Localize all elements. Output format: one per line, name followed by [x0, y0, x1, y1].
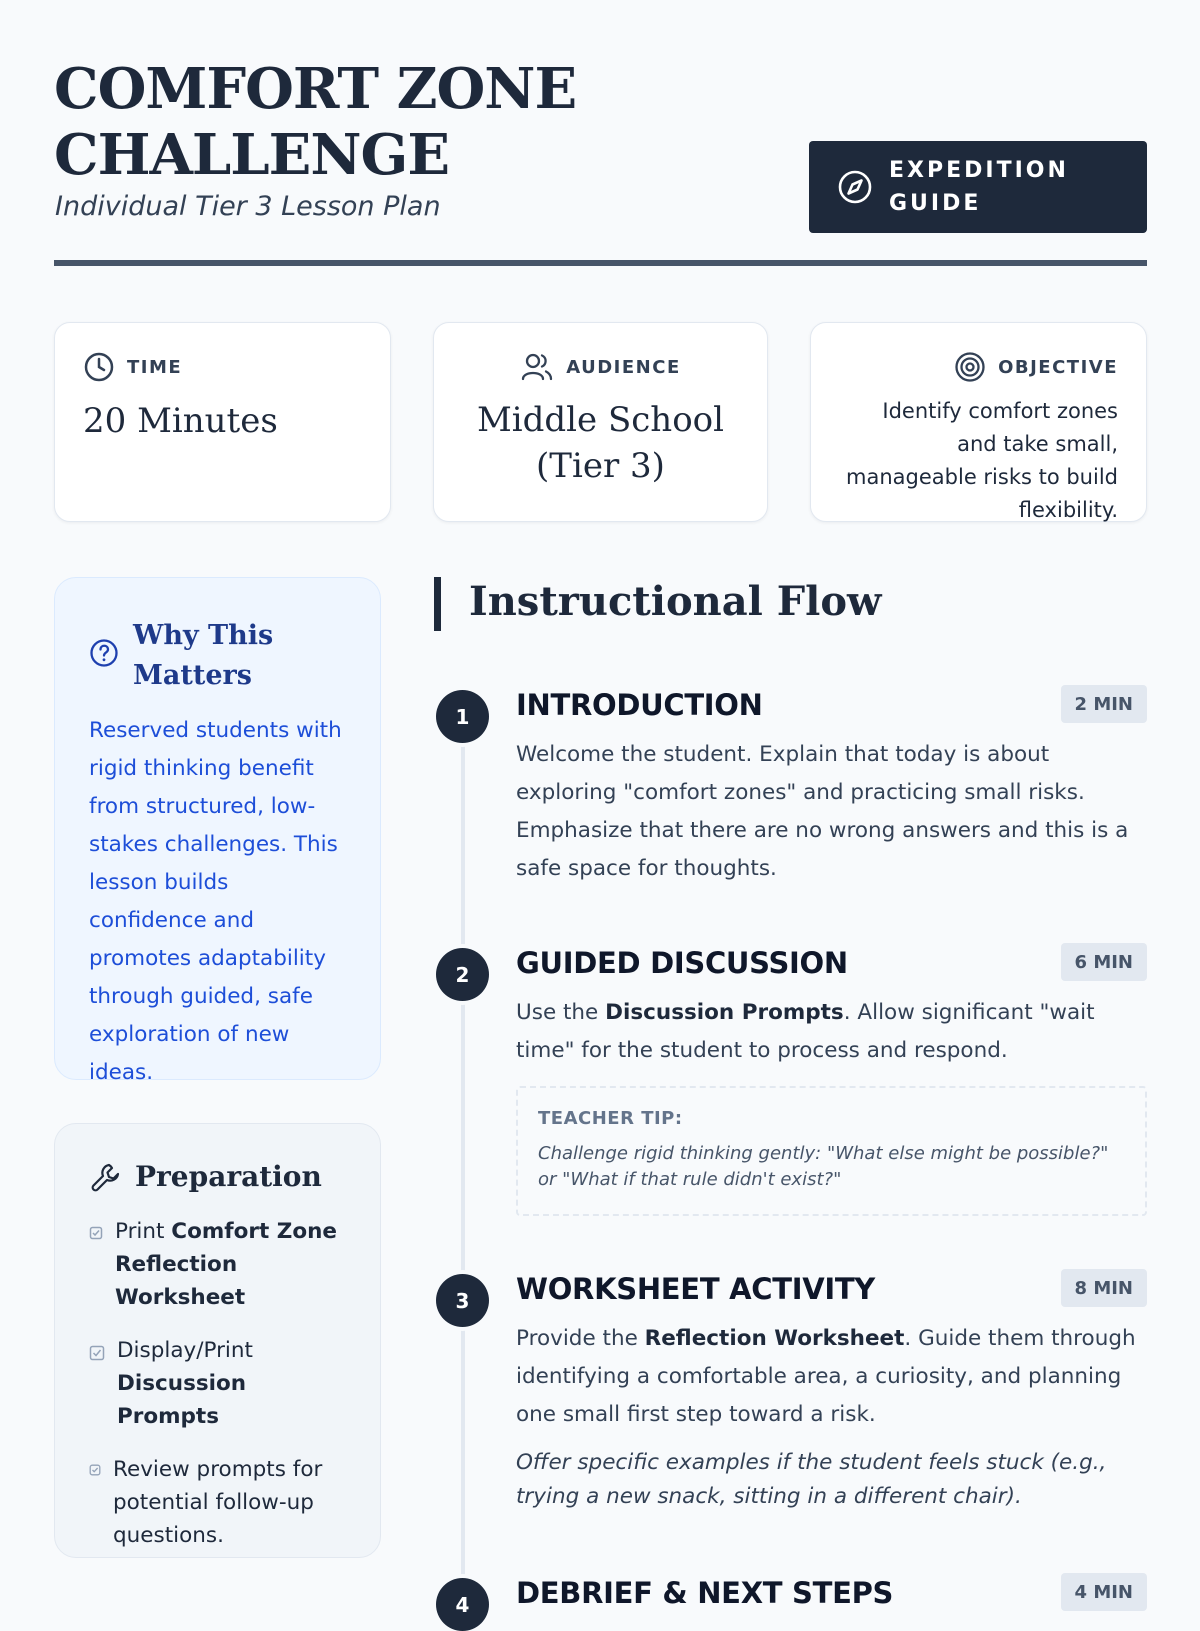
- step-2-title: GUIDED DISCUSSION: [516, 946, 848, 980]
- audience-value: [454, 397, 747, 489]
- prep-item-2-bold: Discussion Prompts: [117, 1371, 247, 1429]
- step-3-body-bold: Reflection Worksheet: [644, 1326, 905, 1351]
- step-1-title: INTRODUCTION: [516, 688, 763, 722]
- prep-item-1-prefix: Print: [115, 1219, 172, 1244]
- target-icon: [954, 351, 986, 383]
- prep-item-3-text: Review prompts for potential follow-up questions.: [113, 1457, 323, 1548]
- objective-card: [810, 322, 1147, 522]
- step-number-4: 4: [436, 1578, 489, 1631]
- step-2-duration-badge: 6 MIN: [1061, 943, 1147, 981]
- step-number-3: 3: [436, 1274, 489, 1327]
- prep-item-2-prefix: Display/Print: [117, 1338, 253, 1363]
- audience-card: [433, 322, 768, 522]
- preparation-panel: [54, 1123, 381, 1558]
- preparation-title: Preparation: [135, 1160, 322, 1193]
- guide-line-2: GUIDE: [889, 191, 982, 216]
- why-title-line-2: Matters: [133, 660, 252, 691]
- step-number-2: 2: [436, 948, 489, 1001]
- step-3-body: [516, 1320, 1147, 1434]
- wrench-icon: [89, 1161, 121, 1193]
- teacher-tip-label: TEACHER TIP:: [538, 1108, 683, 1129]
- step-2-body-prefix: Use the: [516, 1000, 606, 1025]
- clock-icon: [83, 351, 115, 383]
- time-card: [54, 322, 391, 522]
- time-value: 20 Minutes: [83, 401, 278, 441]
- teacher-tip-box: [516, 1086, 1147, 1216]
- header-divider: [54, 260, 1147, 266]
- checkbox-icon: [89, 1464, 101, 1476]
- audience-label: AUDIENCE: [566, 356, 681, 378]
- title-line-1: COMFORT ZONE: [54, 56, 577, 122]
- checkbox-icon: [89, 1345, 105, 1361]
- objective-label: OBJECTIVE: [998, 356, 1118, 378]
- users-icon: [520, 351, 554, 383]
- expedition-guide-label: [889, 154, 1109, 220]
- prep-item: [89, 1215, 346, 1314]
- step-2-body: [516, 994, 1147, 1070]
- audience-value-line-2: (Tier 3): [536, 446, 665, 486]
- audience-value-line-1: Middle School: [476, 400, 725, 440]
- page-title: [54, 56, 576, 188]
- prep-item-1-bold: Comfort Zone Reflection Worksheet: [115, 1219, 337, 1310]
- step-3-note: Offer specific examples if the student feels stuck (e.g., trying a new snack, sitting in a different chair).: [516, 1450, 1107, 1509]
- expedition-guide-button[interactable]: [809, 141, 1147, 233]
- step-4-duration-badge: 4 MIN: [1061, 1573, 1147, 1611]
- page-subtitle: Individual Tier 3 Lesson Plan: [55, 191, 441, 222]
- prep-item: [89, 1453, 346, 1552]
- compass-icon: [837, 169, 873, 205]
- instructional-flow-title: Instructional Flow: [469, 578, 882, 625]
- step-4-title: DEBRIEF & NEXT STEPS: [516, 1576, 894, 1610]
- flow-accent-bar: [434, 577, 441, 631]
- step-3-duration-badge: 8 MIN: [1061, 1269, 1147, 1307]
- step-2-body-suffix: . Allow significant "wait time" for the student to process and respond.: [516, 1000, 1095, 1063]
- time-label: TIME: [127, 356, 183, 378]
- step-2-body-bold: Discussion Prompts: [605, 1000, 844, 1025]
- prep-item: [89, 1334, 346, 1433]
- why-text: Reserved students with rigid thinking benefit from structured, low-stakes challenges. This lesson builds confidence and promotes adaptability through guided, safe exploration of new ideas.: [89, 718, 342, 1085]
- step-number-1: 1: [436, 690, 489, 743]
- guide-line-1: EXPEDITION: [889, 158, 1069, 183]
- help-circle-icon: [89, 638, 119, 668]
- preparation-list: [89, 1215, 346, 1552]
- checkbox-icon: [89, 1226, 103, 1240]
- step-3-title: WORKSHEET ACTIVITY: [516, 1272, 876, 1306]
- step-1-duration-badge: 2 MIN: [1061, 685, 1147, 723]
- why-title: [133, 616, 273, 696]
- why-title-line-1: Why This: [133, 620, 274, 651]
- objective-value: Identify comfort zones and take small, manageable risks to build flexibility.: [846, 399, 1118, 522]
- title-line-2: CHALLENGE: [54, 122, 450, 188]
- why-this-matters-panel: [54, 577, 381, 1085]
- step-1-body: Welcome the student. Explain that today is about exploring "comfort zones" and practicing small risks. Emphasize that there are no wrong answers and this is a safe space for thoughts.: [516, 742, 1129, 881]
- step-3-body-suffix: . Guide them through identifying a comfortable area, a curiosity, and planning one small first step toward a risk.: [516, 1326, 1136, 1427]
- step-3-body-prefix: Provide the: [516, 1326, 645, 1351]
- teacher-tip-text: Challenge rigid thinking gently: "What else might be possible?" or "What if that rule didn't exist?": [538, 1143, 1109, 1190]
- timeline-line: [461, 716, 465, 1616]
